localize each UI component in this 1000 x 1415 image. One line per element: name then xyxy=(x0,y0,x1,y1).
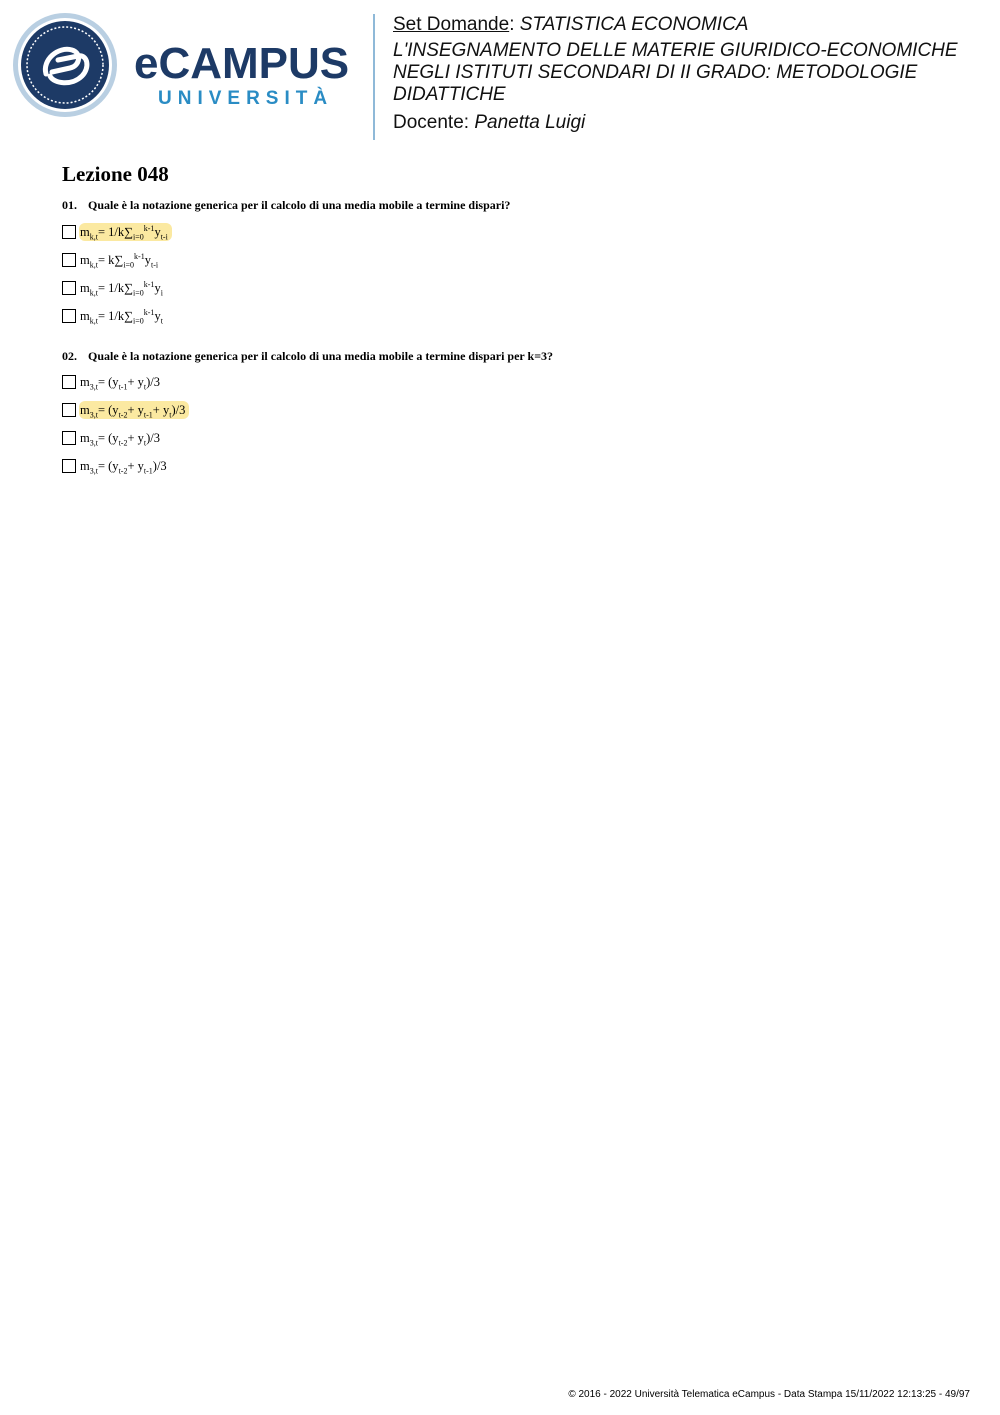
answer-text-part: k-1 xyxy=(143,307,155,317)
answer-text-part: 3,t xyxy=(89,466,98,476)
answer-text-part: t-2 xyxy=(118,410,128,420)
question-text xyxy=(62,198,510,213)
answer-checkbox[interactable] xyxy=(62,375,76,389)
answer-text-part: t xyxy=(160,316,163,326)
answer-option[interactable] xyxy=(62,457,171,475)
answer-text-part: )/3 xyxy=(171,403,186,417)
answer-text-part: 3,t xyxy=(89,382,98,392)
course-title: L'INSEGNAMENTO DELLE MATERIE GIURIDICO-ECONOMICHE NEGLI ISTITUTI SECONDARI DI II GRADO: METODOLOGIE DIDATTICHE xyxy=(393,40,958,105)
answer-text-part: m xyxy=(80,459,90,473)
question-label: Quale è la notazione generica per il calcolo di una media mobile a termine dispari? xyxy=(88,198,511,212)
answer-text-part: + y xyxy=(127,375,144,389)
answer-text xyxy=(79,307,167,325)
answer-text-part: m xyxy=(80,403,90,417)
answer-text-part: k,t xyxy=(89,260,98,270)
answer-text-part: t-2 xyxy=(118,438,128,448)
answer-text xyxy=(79,457,171,475)
answer-text-part: y xyxy=(154,225,161,239)
answer-text-part: )/3 xyxy=(146,431,161,445)
set-label: Set Domande xyxy=(393,14,510,35)
answer-text-part: t-i xyxy=(150,260,159,270)
answer-text-part: k,t xyxy=(89,316,98,326)
answer-text-part: i=0 xyxy=(133,316,144,326)
answer-text-part: y xyxy=(154,281,161,295)
answer-text-part: k-1 xyxy=(134,251,145,261)
answer-text-part: k-1 xyxy=(143,279,155,289)
answer-text xyxy=(79,429,164,447)
question-label: Quale è la notazione generica per il calcolo di una media mobile a termine dispari per k=3? xyxy=(88,349,554,363)
answer-text-part: i=0 xyxy=(133,232,144,242)
answer-text-part: + y xyxy=(152,403,170,417)
answer-text-part: m xyxy=(80,253,90,267)
answer-text-part: )/3 xyxy=(146,375,161,389)
docente-line xyxy=(393,112,983,134)
docente-name: Panetta Luigi xyxy=(474,112,586,133)
lesson-title: Lezione 048 xyxy=(62,162,169,186)
answer-text xyxy=(79,279,167,297)
question-text xyxy=(62,349,553,364)
answer-option[interactable] xyxy=(62,307,167,325)
answer-text xyxy=(79,223,172,241)
answer-text-part: 3,t xyxy=(89,438,98,448)
answer-checkbox[interactable] xyxy=(62,459,76,473)
brand-name: eCAMPUS xyxy=(134,39,350,88)
answer-text-part: t-2 xyxy=(118,466,128,476)
answer-text-part: i xyxy=(160,288,163,298)
answer-text-part: k,t xyxy=(89,232,98,242)
answer-option[interactable] xyxy=(62,429,164,447)
answer-text-part: k,t xyxy=(89,288,98,298)
answer-text-part: k-1 xyxy=(143,223,155,233)
answer-text-part: m xyxy=(80,225,90,239)
answer-text-part: = (y xyxy=(97,403,119,417)
answer-text-part: = (y xyxy=(97,431,119,445)
answer-text-part: + y xyxy=(127,431,144,445)
answer-text-part: + y xyxy=(127,403,144,417)
answer-text-part: t-1 xyxy=(143,466,153,476)
university-seal-icon xyxy=(12,12,118,118)
answer-text-part: y xyxy=(154,309,161,323)
answer-checkbox[interactable] xyxy=(62,403,76,417)
answer-option[interactable] xyxy=(62,373,164,391)
answer-checkbox[interactable] xyxy=(62,253,76,267)
ecampus-logo xyxy=(12,12,362,122)
subject-line: Set Domande: STATISTICA ECONOMICA xyxy=(393,14,749,35)
answer-option[interactable] xyxy=(62,251,162,269)
answer-text-part: m xyxy=(80,309,90,323)
answer-text-part: t-1 xyxy=(118,382,128,392)
answer-text-part: i=0 xyxy=(133,288,144,298)
answer-text xyxy=(79,251,162,269)
answer-text-part: + y xyxy=(127,459,144,473)
answer-option[interactable] xyxy=(62,223,172,241)
answer-text-part: y xyxy=(144,253,151,267)
answer-text-part: = (y xyxy=(97,459,119,473)
answer-text-part: = 1/k∑ xyxy=(97,309,134,323)
answer-text-part: t xyxy=(169,410,172,420)
answer-text-part: = 1/k∑ xyxy=(97,281,134,295)
subject-name: STATISTICA ECONOMICA xyxy=(519,14,749,35)
header-divider xyxy=(373,14,375,140)
answer-option[interactable] xyxy=(62,401,189,419)
answer-text-part: m xyxy=(80,375,90,389)
answer-checkbox[interactable] xyxy=(62,225,76,239)
answer-text-part: = 1/k∑ xyxy=(97,225,134,239)
answer-text-part: t-i xyxy=(160,232,168,242)
header-info xyxy=(393,14,983,134)
answer-text-part: t xyxy=(143,382,147,392)
answer-text-part: m xyxy=(80,431,90,445)
answer-text-part: t xyxy=(143,438,147,448)
page-footer: © 2016 - 2022 Università Telematica eCampus - Data Stampa 15/11/2022 12:13:25 - 49/97 xyxy=(568,1389,970,1400)
answer-checkbox[interactable] xyxy=(62,309,76,323)
docente-label: Docente: xyxy=(393,112,470,133)
answer-text-part: 3,t xyxy=(89,410,98,420)
answer-checkbox[interactable] xyxy=(62,431,76,445)
answer-text xyxy=(79,373,164,391)
answer-text-part: m xyxy=(80,281,90,295)
answer-text-part: t-1 xyxy=(143,410,153,420)
brand-subtitle: UNIVERSITÀ xyxy=(158,88,334,109)
question-number: 02. xyxy=(62,349,77,363)
brand-wordmark xyxy=(134,39,350,110)
answer-text-part: = (y xyxy=(97,375,119,389)
answer-text-part: i=0 xyxy=(123,260,135,270)
answer-option[interactable] xyxy=(62,279,167,297)
answer-text-part: )/3 xyxy=(152,459,167,473)
answer-text-part: = k∑ xyxy=(97,253,124,267)
answer-checkbox[interactable] xyxy=(62,281,76,295)
answer-text xyxy=(79,401,189,419)
question-number: 01. xyxy=(62,198,77,212)
